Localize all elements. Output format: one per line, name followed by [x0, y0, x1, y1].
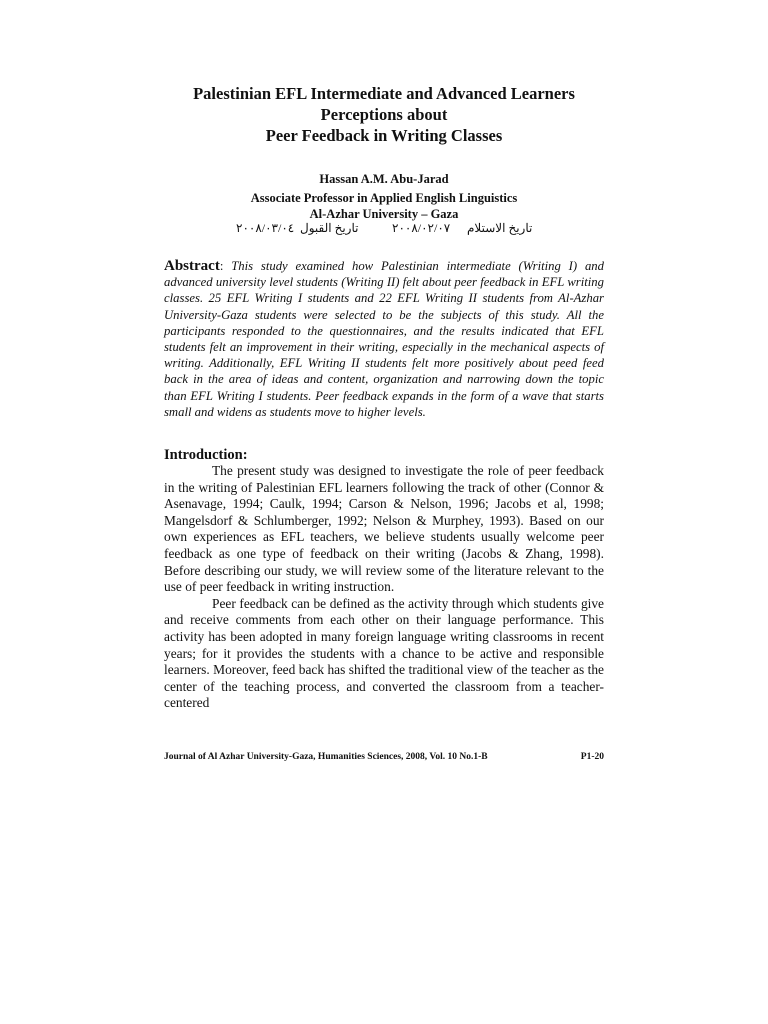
footer-journal: Journal of Al Azhar University-Gaza, Humanities Sciences, 2008, Vol. 10 No.1-B — [164, 752, 488, 762]
introduction-heading: Introduction: — [164, 447, 248, 463]
author-affiliation — [150, 190, 618, 222]
author-name: Hassan A.M. Abu-Jarad — [319, 172, 449, 186]
abstract-label: Abstract — [164, 258, 220, 274]
introduction-body — [164, 463, 604, 712]
title-line-1: Palestinian EFL Intermediate and Advanced Learners — [193, 84, 575, 103]
accepted-label: تاريخ القبول — [300, 221, 359, 235]
abstract-text: This study examined how Palestinian intermediate (Writing I) and advanced university level students (Writing II) felt about peer feedback in EFL writing classes. 25 EFL Writing I students and 22 EFL Writing II students from Al-Azhar University-Gaza students were selected to be the subjects of this study. All the participants responded to the questionnaires, and the results indicated that EFL students felt an improvement in their writing, especially in the mechanical aspects of writing. Additionally, EFL Writing II students felt more positively about peed feed back in the area of ideas and content, organization and narrowing down the topic than EFL Writing I students. Peer feedback expands in the form of a wave that starts small and widens as students move to higher levels. — [164, 259, 604, 419]
received-date: ٢٠٠٨/٠٢/٠٧ — [392, 221, 451, 235]
received-label: تاريخ الاستلام — [467, 221, 533, 235]
footer-page-number: P1-20 — [580, 752, 604, 762]
introduction-paragraph-1: The present study was designed to investigate the role of peer feedback in the writing of Palestinian EFL learners following the track of other (Connor & Asenavage, 1994; Caulk, 1994; Carson & Nelson, 1996; Jacobs et al, 1998; Mangelsdorf & Schlumberger, 1992; Nelson & Murphey, 1993). Based on our own experiences as EFL teachers, we believe students usually welcome peer feedback as one type of feedback on their writing (Jacobs & Zhang, 1998). Before describing our study, we will review some of the literature relevant to the use of peer feedback in writing instruction. — [164, 463, 604, 595]
title-line-3: Peer Feedback in Writing Classes — [265, 126, 503, 145]
affiliation-university: Al-Azhar University – Gaza — [309, 207, 459, 221]
title-line-2: Perceptions about — [320, 105, 448, 124]
affiliation-position: Associate Professor in Applied English Linguistics — [250, 191, 518, 205]
page-footer — [164, 750, 604, 764]
introduction-paragraph-2: Peer feedback can be defined as the activity through which students give and receive comments from each other on their language performance. This activity has been adopted in many foreign language writing classrooms in recent years; for it provides the students with a chance to be active and responsible learners. Moreover, feed back has shifted the traditional view of the teacher as the center of the teaching process, and converted the classroom from a teacher-centered — [164, 595, 604, 711]
paper-title — [150, 83, 618, 146]
accepted-date: ٢٠٠٨/٠٣/٠٤ — [236, 221, 295, 235]
abstract: Abstract: This study examined how Palestinian intermediate (Writing I) and advanced university level students (Writing II) felt about peer feedback in EFL writing classes. 25 EFL Writing I students and 22 EFL Writing II students from Al-Azhar University-Gaza students were selected to be the subjects of this study. All the participants responded to the questionnaires, and the results indicated that EFL students felt an improvement in their writing, especially in the mechanical aspects of writing. Additionally, EFL Writing II students felt more positively about peed feed back in the area of ideas and content, organization and narrowing down the topic than EFL Writing I students. Peer feedback expands in the form of a wave that starts small and widens as students move to higher levels. — [164, 258, 604, 419]
submission-dates — [236, 220, 536, 236]
